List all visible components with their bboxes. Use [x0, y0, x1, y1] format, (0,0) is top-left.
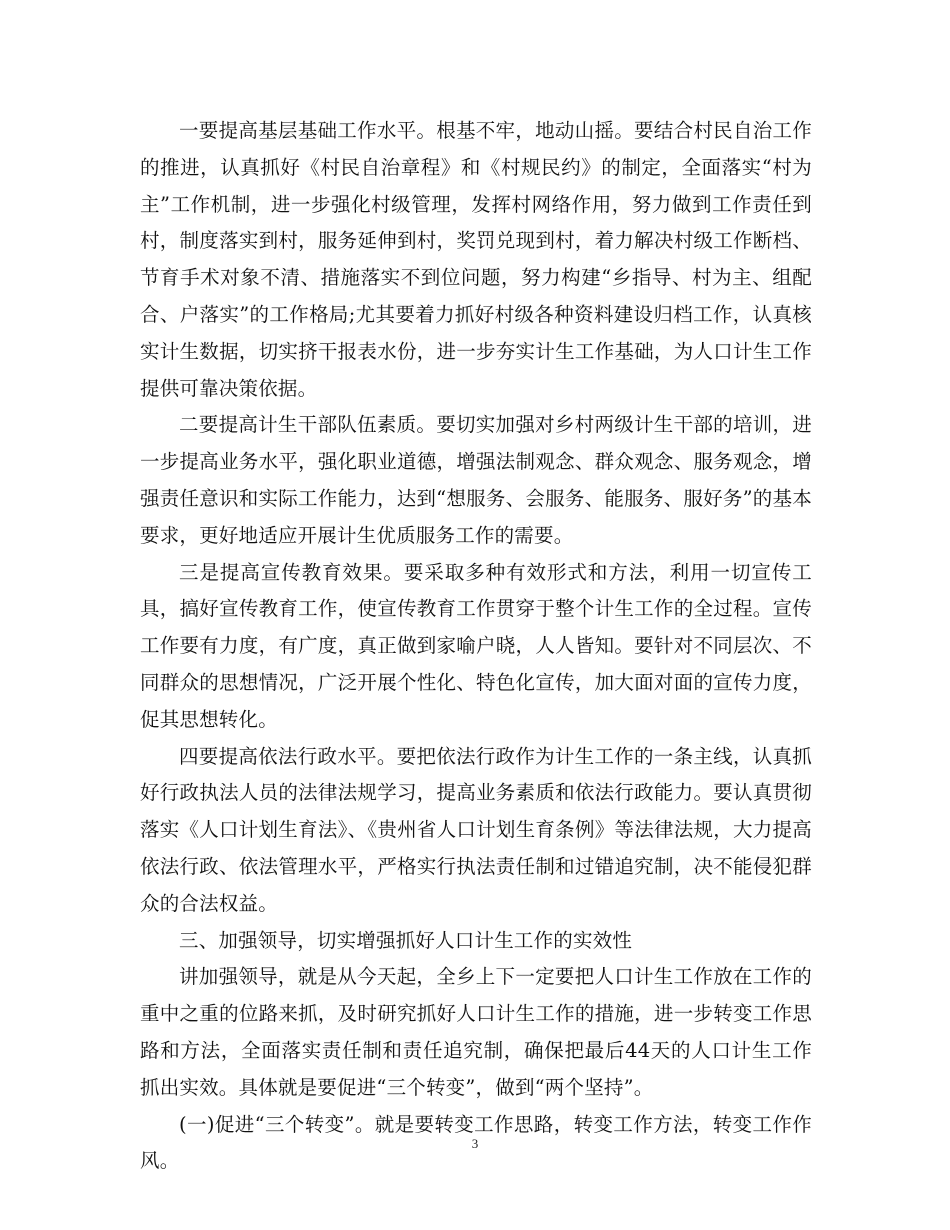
paragraph-leadership: 讲加强领导，就是从今天起，全乡上下一定要把人口计生工作放在工作的重中之重的位路来抓，及时研究抓好人口计生工作的措施，进一步转变工作思路和方法，全面落实责任制和责任追究制，确保把最后44天的人口计生工作抓出实效。具体就是要促进“三个转变”，做到“两个坚持”。: [140, 965, 812, 1099]
paragraph-grassroots: 一要提高基层基础工作水平。根基不牢，地动山摇。要结合村民自治工作的推进，认真抓好《村民自治章程》和《村规民约》的制定，全面落实“村为主”工作机制，进一步强化村级管理，发挥村网络作用，努力做到工作责任到村，制度落实到村，服务延伸到村，奖罚兑现到村，着力解决村级工作断档、节育手术对象不清、措施落实不到位问题，努力构建“乡指导、村为主、组配合、户落实”的工作格局;尤其要着力抓好村级各种资料建设归档工作，认真核实计生数据，切实挤干报表水份，进一步夯实计生工作基础，为人口计生工作提供可靠决策依据。: [140, 119, 812, 400]
paragraph-publicity: 三是提高宣传教育效果。要采取多种有效形式和方法，利用一切宣传工具，搞好宣传教育工作，使宣传教育工作贯穿于整个计生工作的全过程。宣传工作要有力度，有广度，真正做到家喻户晓，人人皆知。要针对不同层次、不同群众的思想情况，广泛开展个性化、特色化宣传，加大面对面的宣传力度，促其思想转化。: [140, 560, 812, 731]
paragraph-three-changes: (一)促进“三个转变”。就是要转变工作思路，转变工作方法，转变工作作风。: [140, 1112, 812, 1173]
document-body: [140, 113, 812, 1180]
paragraph-cadre-quality: 二要提高计生干部队伍素质。要切实加强对乡村两级计生干部的培训，进一步提高业务水平，强化职业道德，增强法制观念、群众观念、服务观念，增强责任意识和实际工作能力，达到“想服务、会服务、能服务、服好务”的基本要求，更好地适应开展计生优质服务工作的需要。: [140, 413, 812, 547]
paragraph-law-administration: 四要提高依法行政水平。要把依法行政作为计生工作的一条主线，认真抓好行政执法人员的法律法规学习，提高业务素质和依法行政能力。要认真贯彻落实《人口计划生育法》、《贵州省人口计划生育条例》等法律法规，大力提高依法行政、依法管理水平，严格实行执法责任制和过错追究制，决不能侵犯群众的合法权益。: [140, 744, 812, 915]
page-number: 3: [471, 1136, 479, 1151]
section-heading-leadership: 三、加强领导，切实增强抓好人口计生工作的实效性: [179, 928, 633, 952]
